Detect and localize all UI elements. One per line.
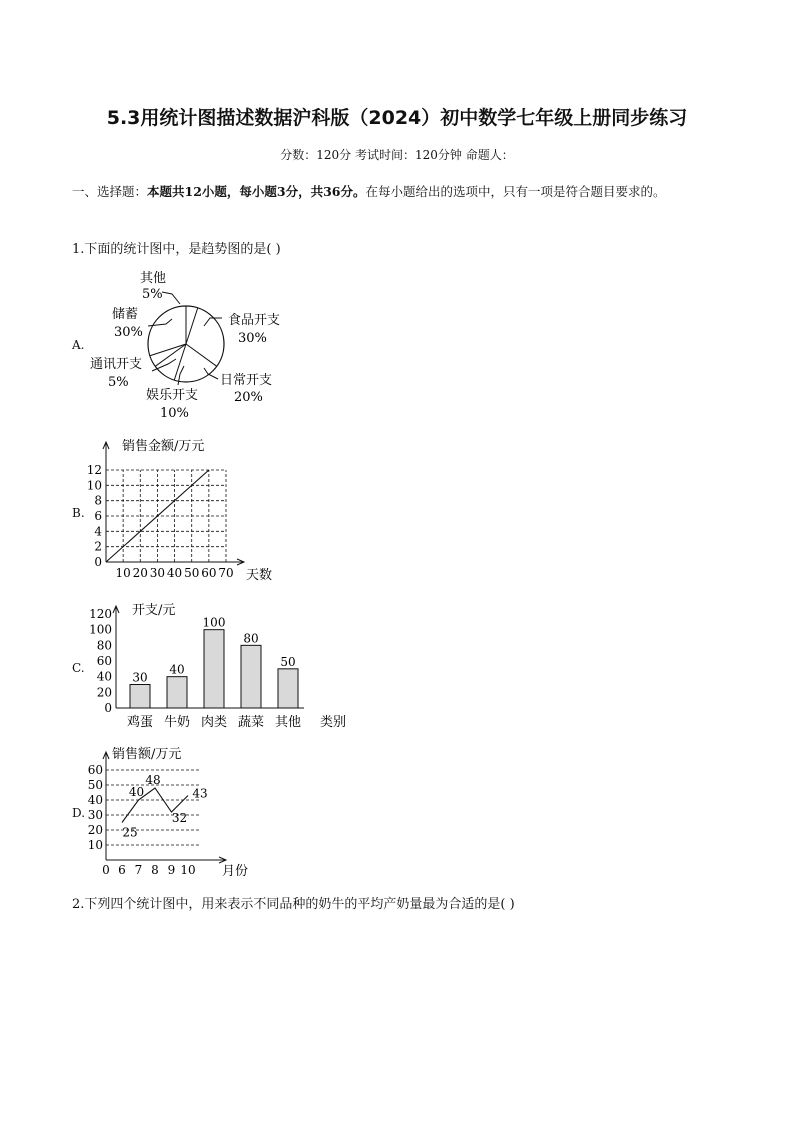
y-tick-label: 20	[96, 685, 112, 700]
chart-d-ylabel: 销售额/万元	[112, 747, 182, 762]
bar-value-label: 80	[243, 631, 259, 646]
question-1-text: 1.下面的统计图中，是趋势图的是( )	[72, 242, 281, 257]
chart-d-xlabel: 月份	[222, 864, 249, 879]
x-tick-label: 7	[134, 863, 143, 877]
bar	[241, 645, 261, 708]
y-tick-label: 10	[87, 838, 103, 852]
chart-c-bar	[86, 598, 366, 738]
bar	[130, 685, 150, 709]
chart-b-xlabel: 天数	[246, 568, 273, 583]
pie-label-savings-name: 储蓄	[112, 307, 139, 322]
pie-label-other-name: 其他	[140, 271, 167, 286]
bar	[167, 677, 187, 708]
x-category-label: 鸡蛋	[126, 715, 154, 730]
question-2-text: 2.下列四个统计图中，用来表示不同品种的奶牛的平均产奶量最为合适的是( )	[72, 897, 515, 912]
chart-b-ylabel: 销售金额/万元	[122, 439, 205, 454]
bar-value-label: 30	[132, 670, 148, 685]
x-tick-label: 50	[184, 566, 200, 580]
x-tick-label: 40	[166, 566, 183, 580]
pie-label-other-pct: 5%	[142, 287, 163, 302]
y-tick-label: 40	[87, 793, 103, 807]
y-tick-label: 60	[87, 763, 103, 777]
bar-value-label: 50	[280, 654, 296, 669]
x-category-label: 蔬菜	[237, 715, 265, 730]
y-tick-label: 120	[89, 607, 112, 621]
option-d-label: D.	[72, 806, 86, 820]
pie-label-telecom-pct: 5%	[108, 375, 129, 390]
x-tick-label: 30	[149, 566, 166, 580]
chart-a-pie	[80, 264, 310, 424]
x-tick-label: 6	[118, 863, 126, 877]
x-category-label: 牛奶	[163, 715, 191, 730]
option-b-label: B.	[72, 506, 85, 520]
data-label: 25	[122, 825, 138, 840]
y-tick-label: 80	[96, 638, 112, 653]
y-tick-label: 10	[86, 478, 102, 493]
y-tick-label: 0	[104, 701, 112, 715]
data-label: 48	[145, 773, 161, 787]
y-tick-label: 0	[94, 555, 102, 569]
bar	[204, 630, 224, 708]
option-c-label: C.	[72, 661, 85, 675]
data-label: 32	[171, 811, 188, 825]
y-tick-label: 50	[87, 778, 103, 792]
y-tick-label: 6	[94, 509, 102, 523]
x-category-label: 肉类	[200, 715, 228, 730]
pie-label-daily-pct: 20%	[234, 390, 263, 405]
pie-slice-2	[186, 344, 217, 366]
x-tick-label: 70	[218, 566, 234, 580]
section-bold-text: 本题共12小题，每小题3分，共36分。	[147, 184, 366, 199]
x-tick-label: 10	[180, 863, 196, 877]
pie-label-telecom-name: 通讯开支	[90, 357, 143, 372]
x-tick-label: 9	[167, 863, 176, 877]
option-a-label: A.	[72, 338, 85, 352]
section-prefix: 一、选择题：	[72, 184, 148, 199]
bar-value-label: 40	[169, 662, 185, 677]
y-tick-label: 12	[86, 463, 102, 477]
y-tick-label: 4	[94, 524, 102, 539]
chart-d-line	[86, 742, 266, 882]
pie-label-ent-pct: 10%	[160, 406, 189, 421]
y-tick-label: 2	[94, 539, 102, 554]
data-label: 40	[128, 785, 145, 799]
x-tick-label: 8	[151, 863, 159, 877]
pie-label-food-pct: 30%	[238, 331, 267, 346]
bar-value-label: 100	[202, 615, 226, 630]
pie-slice-1	[186, 308, 198, 344]
x-tick-label: 20	[132, 566, 148, 580]
section-heading	[72, 176, 732, 207]
pie-label-food-name: 食品开支	[228, 313, 281, 328]
x-tick-label: 0	[102, 863, 110, 877]
pie-label-ent-name: 娱乐开支	[146, 388, 199, 403]
y-tick-label: 20	[87, 823, 103, 837]
pie-slice-4	[155, 344, 186, 366]
data-label: 43	[192, 786, 208, 801]
page-title: 5.3用统计图描述数据沪科版（2024）初中数学七年级上册同步练习	[106, 107, 688, 129]
y-tick-label: 8	[94, 493, 102, 508]
x-category-label: 其他	[274, 715, 302, 730]
x-tick-label: 10	[115, 566, 131, 580]
section-rest: 在每小题给出的选项中，只有一项是符合题目要求的。	[365, 184, 666, 199]
chart-c-xlabel: 类别	[320, 715, 347, 730]
exam-info: 分数：120分 考试时间：120分钟 命题人：	[280, 148, 514, 162]
y-tick-label: 40	[96, 669, 112, 684]
x-tick-label: 60	[201, 566, 217, 580]
bar	[278, 669, 298, 708]
y-tick-label: 100	[89, 622, 112, 637]
pie-label-daily-name: 日常开支	[220, 373, 273, 388]
chart-c-ylabel: 开支/元	[132, 603, 176, 618]
chart-b-line	[86, 434, 286, 584]
pie-slice-5	[150, 344, 186, 356]
y-tick-label: 60	[96, 654, 112, 668]
pie-label-savings-pct: 30%	[114, 325, 143, 340]
y-tick-label: 30	[87, 808, 103, 822]
